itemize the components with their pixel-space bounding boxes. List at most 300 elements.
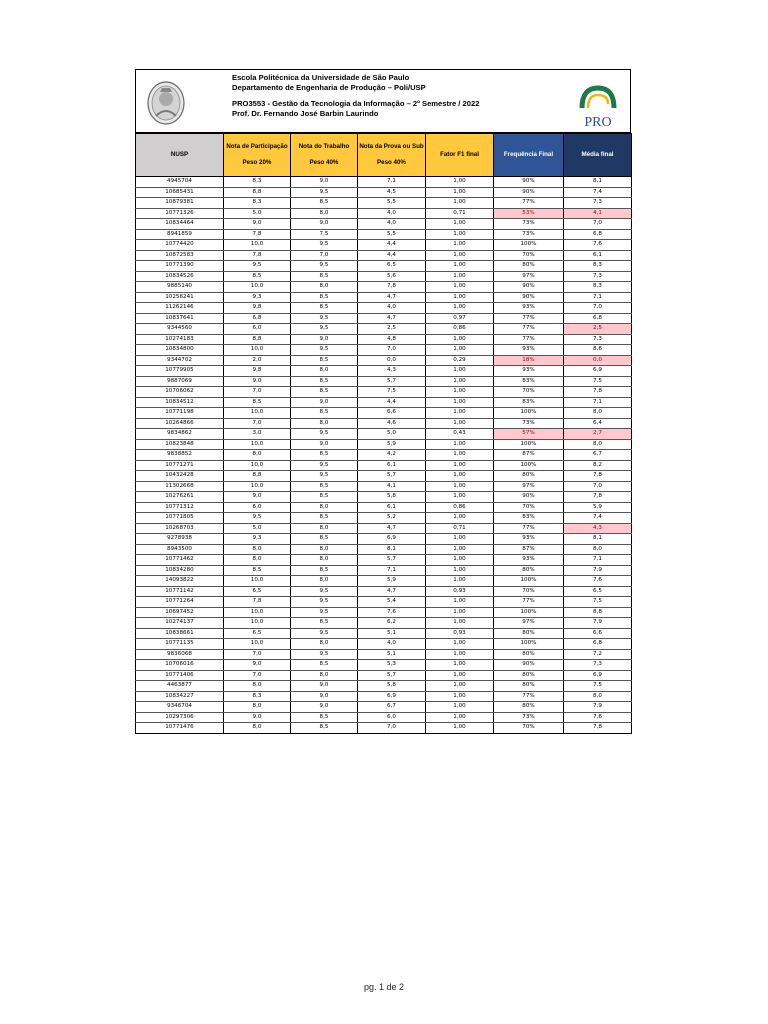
cell-frequencia: 97% (494, 481, 564, 492)
cell-prova: 4,7 (358, 523, 426, 534)
cell-frequencia: 100% (494, 240, 564, 251)
cell-nusp: 10837641 (136, 313, 224, 324)
cell-frequencia: 97% (494, 618, 564, 629)
cell-trabalho: 8,5 (291, 376, 358, 387)
cell-participacao: 9,5 (224, 513, 291, 524)
table-row (136, 702, 632, 713)
cell-frequencia: 87% (494, 450, 564, 461)
cell-fator: 1,00 (426, 597, 494, 608)
cell-prova: 7,1 (358, 565, 426, 576)
cell-prova: 5,0 (358, 429, 426, 440)
cell-participacao: 9,0 (224, 712, 291, 723)
table-row (136, 492, 632, 503)
table-row (136, 292, 632, 303)
school-name: Escola Politécnica da Universidade de São Paulo (232, 73, 410, 82)
cell-prova: 7,0 (358, 345, 426, 356)
cell-nusp: 9278938 (136, 534, 224, 545)
cell-nusp: 10774420 (136, 240, 224, 251)
cell-fator: 1,00 (426, 418, 494, 429)
cell-participacao: 9,0 (224, 660, 291, 671)
table-row (136, 723, 632, 734)
cell-participacao: 8,0 (224, 681, 291, 692)
cell-participacao: 9,5 (224, 261, 291, 272)
cell-prova: 5,8 (358, 681, 426, 692)
cell-prova: 7,5 (358, 387, 426, 398)
cell-frequencia: 80% (494, 649, 564, 660)
cell-prova: 4,0 (358, 639, 426, 650)
table-row (136, 618, 632, 629)
cell-media: 8,6 (564, 345, 632, 356)
table-row (136, 639, 632, 650)
poli-usp-seal-icon (146, 80, 186, 126)
table-row (136, 439, 632, 450)
cell-nusp: 8941859 (136, 229, 224, 240)
cell-prova: 6,0 (358, 712, 426, 723)
cell-participacao: 10,0 (224, 240, 291, 251)
table-row (136, 198, 632, 209)
cell-nusp: 10771271 (136, 460, 224, 471)
cell-trabalho: 9,0 (291, 219, 358, 230)
cell-nusp: 10771135 (136, 639, 224, 650)
cell-fator: 1,00 (426, 681, 494, 692)
cell-fator: 1,00 (426, 292, 494, 303)
column-header-prova: Nota da Prova ou Sub Peso 40% (358, 134, 426, 177)
table-row (136, 313, 632, 324)
table-row (136, 355, 632, 366)
cell-frequencia: 83% (494, 397, 564, 408)
cell-prova: 4,1 (358, 481, 426, 492)
cell-participacao: 8,5 (224, 565, 291, 576)
cell-frequencia: 100% (494, 460, 564, 471)
cell-prova: 6,1 (358, 502, 426, 513)
table-row (136, 555, 632, 566)
cell-participacao: 8,3 (224, 198, 291, 209)
cell-prova: 7,6 (358, 607, 426, 618)
cell-participacao: 7,8 (224, 229, 291, 240)
cell-trabalho: 8,0 (291, 366, 358, 377)
cell-frequencia: 100% (494, 639, 564, 650)
cell-nusp: 10771264 (136, 597, 224, 608)
cell-prova: 4,0 (358, 219, 426, 230)
table-row (136, 450, 632, 461)
cell-participacao: 7,8 (224, 250, 291, 261)
cell-frequencia: 18% (494, 355, 564, 366)
cell-fator: 1,00 (426, 271, 494, 282)
cell-trabalho: 9,5 (291, 261, 358, 272)
page-number: pg. 1 de 2 (363, 982, 405, 992)
cell-nusp: 10771406 (136, 670, 224, 681)
cell-trabalho: 8,5 (291, 513, 358, 524)
cell-fator: 1,00 (426, 219, 494, 230)
cell-media: 6,8 (564, 229, 632, 240)
cell-prova: 6,1 (358, 460, 426, 471)
cell-media: 7,4 (564, 187, 632, 198)
cell-nusp: 10771805 (136, 513, 224, 524)
cell-prova: 2,5 (358, 324, 426, 335)
table-row (136, 334, 632, 345)
cell-nusp: 4463877 (136, 681, 224, 692)
cell-fator: 1,00 (426, 177, 494, 188)
cell-trabalho: 8,5 (291, 303, 358, 314)
cell-prova: 5,5 (358, 198, 426, 209)
cell-prova: 5,3 (358, 660, 426, 671)
grade-sheet (135, 69, 631, 734)
cell-frequencia: 93% (494, 366, 564, 377)
cell-nusp: 9344560 (136, 324, 224, 335)
cell-fator: 1,00 (426, 345, 494, 356)
cell-fator: 1,00 (426, 576, 494, 587)
cell-nusp: 10697452 (136, 607, 224, 618)
cell-prova: 5,1 (358, 649, 426, 660)
column-header-frequencia: Frequência Final (494, 134, 564, 177)
cell-fator: 1,00 (426, 397, 494, 408)
cell-trabalho: 9,5 (291, 628, 358, 639)
cell-prova: 4,8 (358, 334, 426, 345)
cell-nusp: 8943500 (136, 544, 224, 555)
table-row (136, 681, 632, 692)
cell-prova: 7,1 (358, 177, 426, 188)
cell-media: 2,5 (564, 324, 632, 335)
cell-media: 8,1 (564, 177, 632, 188)
cell-media: 7,9 (564, 702, 632, 713)
cell-prova: 5,7 (358, 670, 426, 681)
cell-media: 7,8 (564, 387, 632, 398)
cell-participacao: 9,8 (224, 303, 291, 314)
cell-trabalho: 9,0 (291, 702, 358, 713)
cell-frequencia: 93% (494, 534, 564, 545)
cell-nusp: 11262146 (136, 303, 224, 314)
cell-nusp: 10771326 (136, 208, 224, 219)
cell-trabalho: 8,5 (291, 618, 358, 629)
cell-trabalho: 8,0 (291, 418, 358, 429)
cell-media: 7,2 (564, 649, 632, 660)
cell-participacao: 10,0 (224, 607, 291, 618)
cell-trabalho: 7,0 (291, 250, 358, 261)
cell-media: 6,9 (564, 670, 632, 681)
cell-frequencia: 70% (494, 502, 564, 513)
cell-participacao: 10,0 (224, 576, 291, 587)
cell-frequencia: 73% (494, 418, 564, 429)
cell-nusp: 9344702 (136, 355, 224, 366)
cell-trabalho: 8,5 (291, 408, 358, 419)
column-header-fator: Fator F1 final (426, 134, 494, 177)
cell-participacao: 3,0 (224, 429, 291, 440)
cell-trabalho: 8,5 (291, 355, 358, 366)
cell-trabalho: 9,5 (291, 240, 358, 251)
cell-fator: 1,00 (426, 387, 494, 398)
cell-frequencia: 70% (494, 723, 564, 734)
cell-nusp: 10771390 (136, 261, 224, 272)
cell-nusp: 10274183 (136, 334, 224, 345)
cell-nusp: 10779905 (136, 366, 224, 377)
cell-media: 7,4 (564, 513, 632, 524)
cell-frequencia: 80% (494, 681, 564, 692)
cell-nusp: 10834280 (136, 565, 224, 576)
cell-trabalho: 9,0 (291, 177, 358, 188)
cell-frequencia: 80% (494, 471, 564, 482)
cell-trabalho: 8,0 (291, 544, 358, 555)
table-row (136, 523, 632, 534)
cell-trabalho: 9,0 (291, 334, 358, 345)
cell-trabalho: 9,0 (291, 691, 358, 702)
cell-fator: 1,00 (426, 187, 494, 198)
cell-prova: 4,6 (358, 418, 426, 429)
cell-nusp: 9838852 (136, 450, 224, 461)
column-header-trabalho: Nota do Trabalho Peso 40% (291, 134, 358, 177)
cell-media: 6,1 (564, 250, 632, 261)
cell-frequencia: 90% (494, 187, 564, 198)
cell-nusp: 9346704 (136, 702, 224, 713)
cell-trabalho: 9,5 (291, 460, 358, 471)
cell-participacao: 8,0 (224, 555, 291, 566)
table-row (136, 660, 632, 671)
cell-prova: 4,7 (358, 292, 426, 303)
cell-fator: 1,00 (426, 492, 494, 503)
table-row (136, 177, 632, 188)
cell-trabalho: 8,0 (291, 282, 358, 293)
cell-nusp: 10268703 (136, 523, 224, 534)
cell-participacao: 8,0 (224, 723, 291, 734)
cell-trabalho: 8,5 (291, 292, 358, 303)
cell-media: 7,1 (564, 397, 632, 408)
cell-participacao: 10,0 (224, 460, 291, 471)
table-row (136, 481, 632, 492)
cell-trabalho: 8,5 (291, 271, 358, 282)
table-row (136, 513, 632, 524)
cell-fator: 1,00 (426, 261, 494, 272)
cell-frequencia: 87% (494, 544, 564, 555)
cell-participacao: 7,0 (224, 670, 291, 681)
table-row (136, 586, 632, 597)
table-row (136, 261, 632, 272)
cell-participacao: 8,0 (224, 544, 291, 555)
cell-prova: 4,7 (358, 586, 426, 597)
cell-prova: 4,0 (358, 303, 426, 314)
cell-media: 7,5 (564, 597, 632, 608)
cell-frequencia: 57% (494, 429, 564, 440)
table-row (136, 597, 632, 608)
cell-fator: 1,00 (426, 534, 494, 545)
cell-participacao: 10,0 (224, 345, 291, 356)
cell-media: 2,7 (564, 429, 632, 440)
cell-nusp: 10823848 (136, 439, 224, 450)
cell-fator: 1,00 (426, 240, 494, 251)
cell-trabalho: 9,5 (291, 649, 358, 660)
cell-trabalho: 9,0 (291, 439, 358, 450)
cell-frequencia: 80% (494, 628, 564, 639)
cell-frequencia: 90% (494, 282, 564, 293)
cell-frequencia: 93% (494, 345, 564, 356)
table-row (136, 229, 632, 240)
cell-media: 7,1 (564, 555, 632, 566)
cell-fator: 0,86 (426, 324, 494, 335)
table-row (136, 712, 632, 723)
pro-logo-text: PRO (584, 115, 612, 128)
cell-media: 8,3 (564, 261, 632, 272)
cell-participacao: 10,0 (224, 481, 291, 492)
table-row (136, 670, 632, 681)
table-row (136, 303, 632, 314)
table-row (136, 607, 632, 618)
cell-fator: 1,00 (426, 439, 494, 450)
cell-nusp: 9885140 (136, 282, 224, 293)
cell-trabalho: 8,5 (291, 492, 358, 503)
cell-trabalho: 8,0 (291, 555, 358, 566)
cell-media: 6,9 (564, 366, 632, 377)
cell-prova: 6,7 (358, 702, 426, 713)
grades-table (135, 133, 632, 734)
cell-fator: 0,71 (426, 523, 494, 534)
cell-frequencia: 80% (494, 261, 564, 272)
cell-nusp: 10838661 (136, 628, 224, 639)
cell-media: 7,0 (564, 219, 632, 230)
cell-frequencia: 80% (494, 565, 564, 576)
cell-frequencia: 80% (494, 670, 564, 681)
cell-prova: 6,9 (358, 534, 426, 545)
cell-media: 7,3 (564, 271, 632, 282)
cell-nusp: 9836068 (136, 649, 224, 660)
table-row (136, 282, 632, 293)
cell-participacao: 9,0 (224, 376, 291, 387)
cell-trabalho: 8,0 (291, 670, 358, 681)
cell-prova: 5,8 (358, 492, 426, 503)
cell-fator: 1,00 (426, 607, 494, 618)
cell-trabalho: 8,5 (291, 660, 358, 671)
table-row (136, 534, 632, 545)
cell-trabalho: 8,0 (291, 502, 358, 513)
cell-media: 8,2 (564, 460, 632, 471)
cell-nusp: 10274137 (136, 618, 224, 629)
cell-nusp: 10771142 (136, 586, 224, 597)
cell-nusp: 4945704 (136, 177, 224, 188)
table-row (136, 429, 632, 440)
cell-prova: 5,7 (358, 555, 426, 566)
cell-prova: 4,7 (358, 313, 426, 324)
cell-nusp: 10706062 (136, 387, 224, 398)
cell-nusp: 10771476 (136, 723, 224, 734)
cell-trabalho: 8,5 (291, 565, 358, 576)
cell-nusp: 10834800 (136, 345, 224, 356)
cell-prova: 4,4 (358, 250, 426, 261)
cell-prova: 6,2 (358, 618, 426, 629)
cell-frequencia: 70% (494, 250, 564, 261)
course-title: PRO3553 - Gestão da Tecnologia da Informação – 2º Semestre / 2022 (232, 98, 480, 108)
cell-media: 4,3 (564, 523, 632, 534)
cell-media: 7,8 (564, 723, 632, 734)
cell-nusp: 10834526 (136, 271, 224, 282)
cell-prova: 8,1 (358, 544, 426, 555)
cell-trabalho: 8,5 (291, 387, 358, 398)
cell-media: 7,6 (564, 240, 632, 251)
cell-participacao: 8,0 (224, 450, 291, 461)
cell-media: 6,6 (564, 628, 632, 639)
cell-prova: 5,5 (358, 229, 426, 240)
table-row (136, 460, 632, 471)
cell-frequencia: 53% (494, 208, 564, 219)
table-row (136, 250, 632, 261)
cell-frequencia: 100% (494, 576, 564, 587)
cell-nusp: 10771198 (136, 408, 224, 419)
table-row (136, 408, 632, 419)
cell-nusp: 10256241 (136, 292, 224, 303)
cell-prova: 4,3 (358, 366, 426, 377)
cell-media: 8,0 (564, 691, 632, 702)
cell-participacao: 8,5 (224, 397, 291, 408)
cell-participacao: 8,8 (224, 334, 291, 345)
cell-media: 7,6 (564, 576, 632, 587)
cell-trabalho: 8,0 (291, 576, 358, 587)
cell-prova: 5,2 (358, 513, 426, 524)
cell-media: 7,0 (564, 481, 632, 492)
cell-nusp: 10771462 (136, 555, 224, 566)
cell-frequencia: 93% (494, 555, 564, 566)
cell-media: 7,0 (564, 303, 632, 314)
cell-participacao: 10,0 (224, 408, 291, 419)
column-header-participacao: Nota de Participação Peso 20% (224, 134, 291, 177)
table-row (136, 187, 632, 198)
cell-prova: 5,4 (358, 597, 426, 608)
grades-table-body (136, 177, 632, 734)
document-header (135, 69, 631, 133)
cell-nusp: 9887069 (136, 376, 224, 387)
cell-participacao: 6,0 (224, 324, 291, 335)
cell-media: 7,8 (564, 492, 632, 503)
cell-prova: 6,5 (358, 261, 426, 272)
cell-fator: 1,00 (426, 660, 494, 671)
cell-participacao: 9,3 (224, 292, 291, 303)
cell-nusp: 10685431 (136, 187, 224, 198)
cell-participacao: 9,0 (224, 492, 291, 503)
cell-nusp: 11302668 (136, 481, 224, 492)
cell-media: 6,8 (564, 313, 632, 324)
cell-fator: 1,00 (426, 334, 494, 345)
cell-fator: 0,43 (426, 429, 494, 440)
cell-nusp: 10297306 (136, 712, 224, 723)
cell-trabalho: 8,0 (291, 523, 358, 534)
cell-trabalho: 8,0 (291, 208, 358, 219)
cell-trabalho: 9,5 (291, 345, 358, 356)
cell-fator: 1,00 (426, 282, 494, 293)
cell-frequencia: 73% (494, 219, 564, 230)
cell-participacao: 8,8 (224, 187, 291, 198)
cell-participacao: 7,0 (224, 649, 291, 660)
cell-frequencia: 77% (494, 691, 564, 702)
cell-frequencia: 77% (494, 334, 564, 345)
cell-prova: 4,4 (358, 240, 426, 251)
cell-nusp: 10872583 (136, 250, 224, 261)
cell-fator: 0,86 (426, 502, 494, 513)
cell-trabalho: 9,0 (291, 681, 358, 692)
cell-fator: 1,00 (426, 555, 494, 566)
cell-fator: 1,00 (426, 460, 494, 471)
cell-frequencia: 83% (494, 376, 564, 387)
cell-prova: 5,7 (358, 376, 426, 387)
cell-participacao: 9,3 (224, 534, 291, 545)
cell-trabalho: 8,5 (291, 723, 358, 734)
cell-media: 8,3 (564, 282, 632, 293)
header-text-block (232, 73, 479, 120)
cell-trabalho: 8,5 (291, 712, 358, 723)
table-row (136, 576, 632, 587)
cell-trabalho: 8,5 (291, 450, 358, 461)
table-row (136, 628, 632, 639)
table-row (136, 649, 632, 660)
cell-frequencia: 73% (494, 712, 564, 723)
column-header-nusp: NUSP (136, 134, 224, 177)
cell-prova: 4,2 (358, 450, 426, 461)
cell-prova: 5,1 (358, 628, 426, 639)
cell-nusp: 10834464 (136, 219, 224, 230)
